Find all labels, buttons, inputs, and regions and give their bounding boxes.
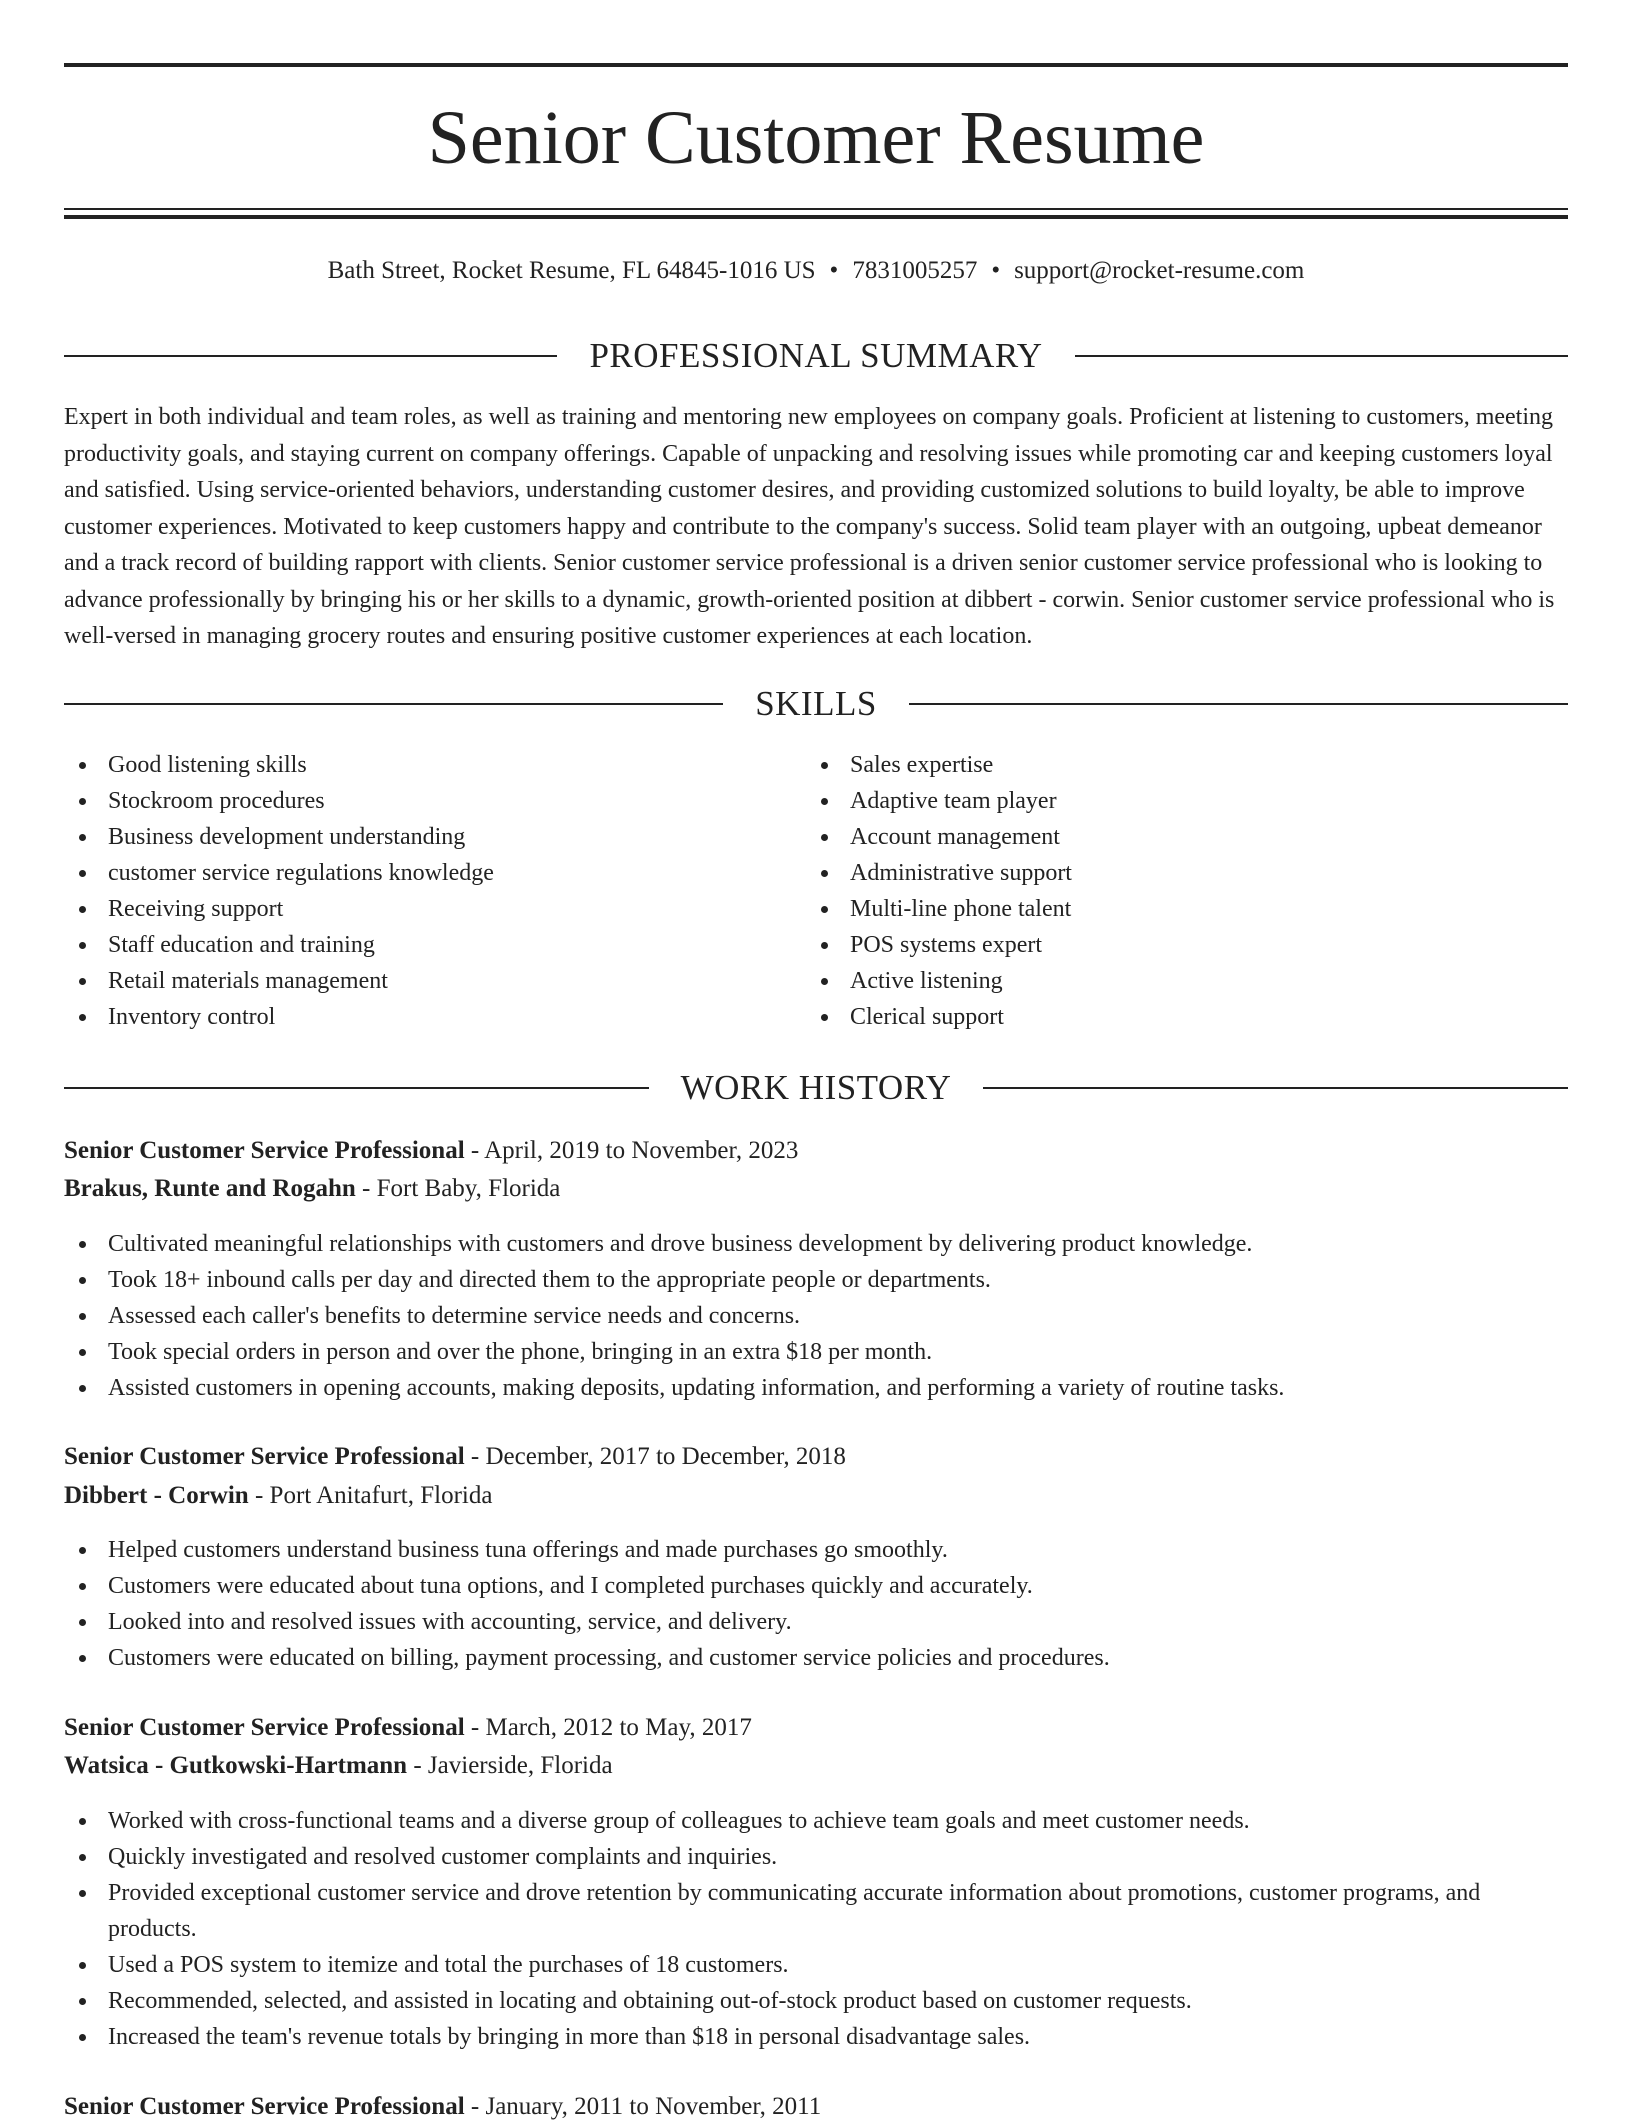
job-location: - Port Anitafurt, Florida xyxy=(248,1482,493,1509)
job-company-line xyxy=(64,1747,1568,1785)
heading-rule-left xyxy=(64,703,723,705)
job-title: Senior Customer Service Professional xyxy=(64,1443,465,1470)
job-bullet: Cultivated meaningful relationships with customers and drove business development by delivering product knowledge. xyxy=(64,1226,1568,1262)
contact-separator: • xyxy=(829,257,839,284)
job-bullets xyxy=(64,1803,1568,2055)
job-title: Senior Customer Service Professional xyxy=(64,2093,465,2120)
skill-item: Multi-line phone talent xyxy=(806,891,1506,927)
skill-item: Active listening xyxy=(806,963,1506,999)
skills-left-column xyxy=(64,747,764,1035)
job-bullet: Assisted customers in opening accounts, making deposits, updating information, and performing a variety of routine tasks. xyxy=(64,1370,1568,1406)
job-bullet: Provided exceptional customer service and drove retention by communicating accurate information about promotions, customer programs, and products. xyxy=(64,1875,1568,1947)
job-dates: - April, 2019 to November, 2023 xyxy=(464,1137,799,1164)
job-location: - Fort Baby, Florida xyxy=(355,1175,561,1202)
contact-phone: 7831005257 xyxy=(852,257,978,284)
contact-email: support@rocket-resume.com xyxy=(1014,257,1305,284)
header-divider-rule xyxy=(64,208,1568,210)
skill-item: Stockroom procedures xyxy=(64,783,764,819)
skills-right-list xyxy=(806,747,1506,1035)
heading-rule-right xyxy=(1075,355,1568,357)
job-bullet: Worked with cross-functional teams and a diverse group of colleagues to achieve team goals and meet customer needs. xyxy=(64,1803,1568,1839)
job-dates: - December, 2017 to December, 2018 xyxy=(464,1443,846,1470)
heading-rule-left xyxy=(64,1087,649,1089)
heading-rule-left xyxy=(64,355,557,357)
skills-heading xyxy=(64,682,1568,726)
skill-item: Adaptive team player xyxy=(806,783,1506,819)
contact-address: Bath Street, Rocket Resume, FL 64845-1016 US xyxy=(327,257,816,284)
skill-item: POS systems expert xyxy=(806,927,1506,963)
job-bullet: Recommended, selected, and assisted in locating and obtaining out-of-stock product based on customer requests. xyxy=(64,1983,1568,2019)
job-bullet: Quickly investigated and resolved customer complaints and inquiries. xyxy=(64,1839,1568,1875)
skills-heading-label: SKILLS xyxy=(755,684,877,723)
job-company: Dibbert - Corwin xyxy=(64,1482,249,1509)
contact-separator: • xyxy=(991,257,1001,284)
job-bullet: Looked into and resolved issues with accounting, service, and delivery. xyxy=(64,1604,1568,1640)
skill-item: customer service regulations knowledge xyxy=(64,855,764,891)
skill-item: Staff education and training xyxy=(64,927,764,963)
summary-heading-label: PROFESSIONAL SUMMARY xyxy=(589,336,1043,375)
job-location: - Javierside, Florida xyxy=(407,1752,613,1779)
skill-item: Account management xyxy=(806,819,1506,855)
job-company-line xyxy=(64,1477,1568,1515)
job-title: Senior Customer Service Professional xyxy=(64,1714,465,1741)
job-title: Senior Customer Service Professional xyxy=(64,1137,465,1164)
skill-item: Administrative support xyxy=(806,855,1506,891)
job-dates: - January, 2011 to November, 2011 xyxy=(464,2093,822,2120)
summary-text: Expert in both individual and team roles, as well as training and mentoring new employees on company goals. Proficient at listening to customers, meeting productivity goals, and staying current on company offerings. Capable of unpacking and resolving issues while promoting car and keeping customers loyal and satisfied. Using service-oriented behaviors, understanding customer desires, and providing customized solutions to build loyalty, be able to improve customer experiences. Motivated to keep customers happy and contribute to the company's success. Solid team player with an outgoing, upbeat demeanor and a track record of building rapport with clients. Senior customer service professional is a driven senior customer service professional who is looking to advance professionally by bringing his or her skills to a dynamic, growth-oriented position at dibbert - corwin. Senior customer service professional who is well-versed in managing grocery routes and ensuring positive customer experiences at each location. xyxy=(64,404,1555,649)
skill-item: Business development understanding xyxy=(64,819,764,855)
job-bullet: Helped customers understand business tuna offerings and made purchases go smoothly. xyxy=(64,1532,1568,1568)
job-company: Watsica - Gutkowski-Hartmann xyxy=(64,1752,408,1779)
job-title-line xyxy=(64,1709,1568,1747)
job-title-line xyxy=(64,2088,1568,2126)
job-bullet: Used a POS system to itemize and total the purchases of 18 customers. xyxy=(64,1947,1568,1983)
job-title-line xyxy=(64,1132,1568,1170)
skills-left-list xyxy=(64,747,764,1035)
job-bullet: Customers were educated about tuna options, and I completed purchases quickly and accurately. xyxy=(64,1568,1568,1604)
heading-rule-right xyxy=(983,1087,1568,1089)
contact-line xyxy=(64,254,1568,288)
job-bullets xyxy=(64,1532,1568,1676)
skills-right-column xyxy=(806,747,1506,1035)
job-company: Brakus, Runte and Rogahn xyxy=(64,1175,356,1202)
skill-item: Sales expertise xyxy=(806,747,1506,783)
job-title-line xyxy=(64,1438,1568,1476)
job-bullet: Assessed each caller's benefits to determine service needs and concerns. xyxy=(64,1298,1568,1334)
job-dates: - March, 2012 to May, 2017 xyxy=(464,1714,752,1741)
skill-item: Good listening skills xyxy=(64,747,764,783)
skill-item: Inventory control xyxy=(64,999,764,1035)
work-history-heading-label: WORK HISTORY xyxy=(680,1068,952,1107)
job-company-line xyxy=(64,1170,1568,1208)
summary-heading xyxy=(64,334,1568,378)
job-bullet: Took special orders in person and over the phone, bringing in an extra $18 per month. xyxy=(64,1334,1568,1370)
job-bullets xyxy=(64,1226,1568,1406)
work-history-heading xyxy=(64,1066,1568,1110)
skill-item: Retail materials management xyxy=(64,963,764,999)
header-bottom-rule xyxy=(64,215,1568,219)
skill-item: Clerical support xyxy=(806,999,1506,1035)
resume-title: Senior Customer Resume xyxy=(427,96,1205,180)
job-bullet: Customers were educated on billing, payment processing, and customer service policies and procedures. xyxy=(64,1640,1568,1676)
skill-item: Receiving support xyxy=(64,891,764,927)
heading-rule-right xyxy=(909,703,1568,705)
job-bullet: Took 18+ inbound calls per day and directed them to the appropriate people or departments. xyxy=(64,1262,1568,1298)
header-top-rule xyxy=(64,63,1568,67)
job-bullet: Increased the team's revenue totals by bringing in more than $18 in personal disadvantage sales. xyxy=(64,2019,1568,2055)
